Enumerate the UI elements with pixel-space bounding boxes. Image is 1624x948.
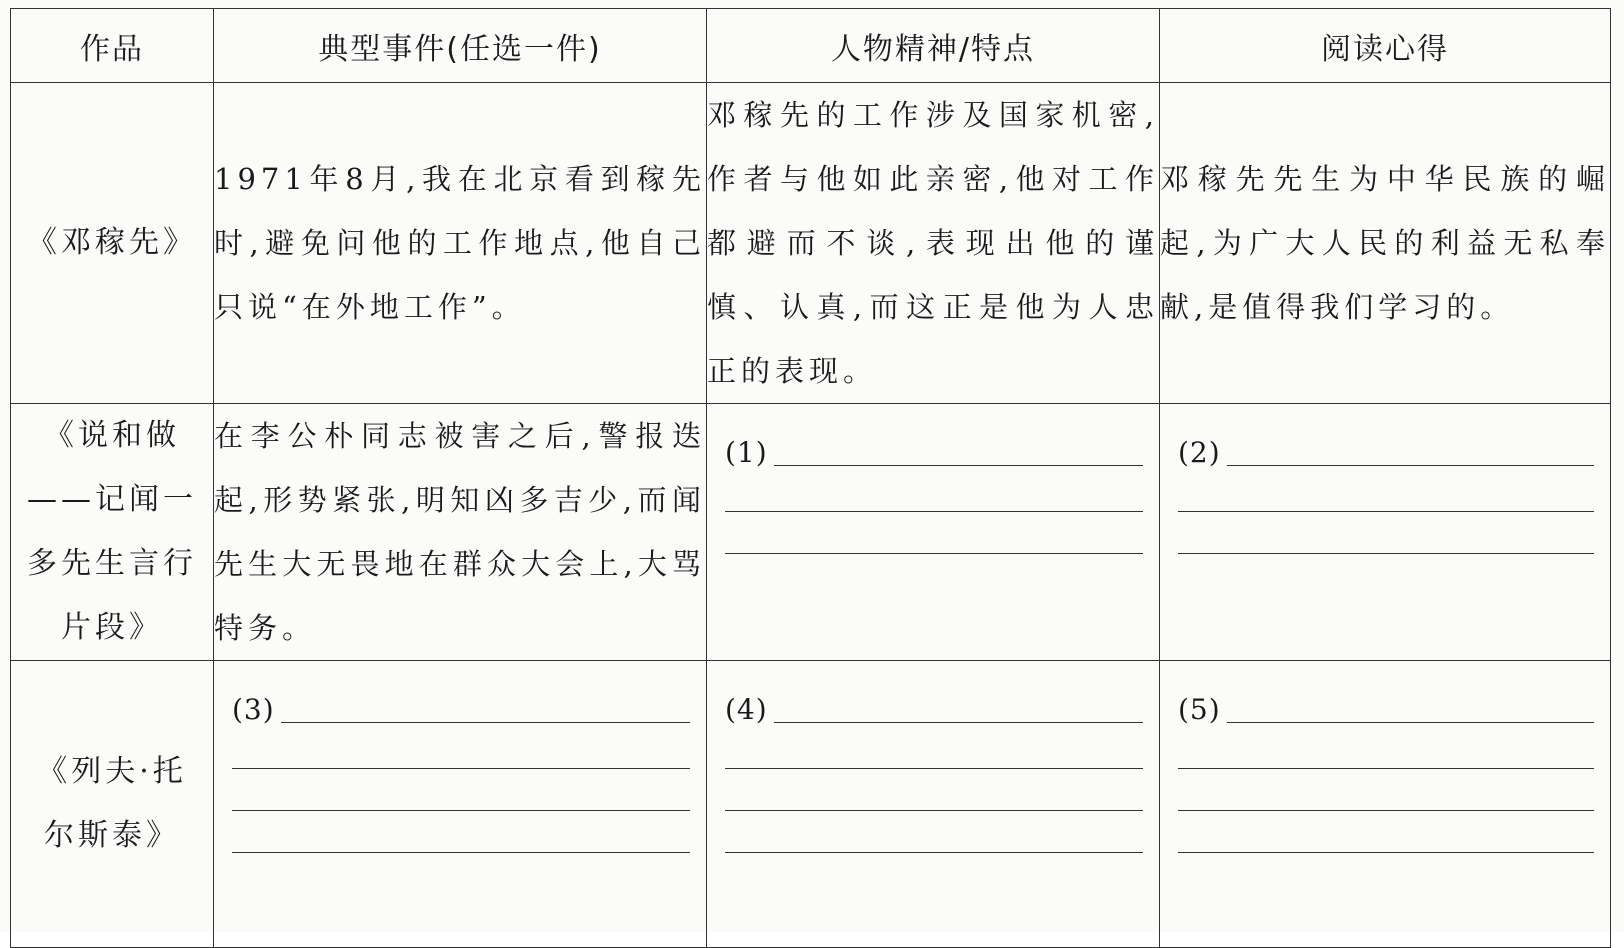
answer-rule (281, 721, 690, 723)
character-spirit: 邓稼先的工作涉及国家机密,作者与他如此亲密,他对工作都避而不谈,表现出他的谨慎、认真,而这正是他为人忠正的表现。 (707, 83, 1160, 404)
table-row (11, 661, 1611, 948)
blank-number: (3) (232, 693, 275, 726)
answer-cell-4[interactable] (707, 661, 1160, 948)
answer-rule (774, 721, 1143, 723)
answer-rule[interactable] (232, 767, 690, 769)
answer-line[interactable] (1178, 685, 1594, 727)
answer-rule[interactable] (725, 552, 1143, 554)
header-insight: 阅读心得 (1160, 9, 1611, 83)
header-work: 作品 (11, 9, 214, 83)
answer-rule[interactable] (725, 510, 1143, 512)
answer-line[interactable] (1178, 428, 1594, 470)
answer-cell-1[interactable] (707, 404, 1160, 661)
answer-rule[interactable] (1178, 552, 1594, 554)
work-title: 《列夫·托尔斯泰》 (11, 661, 214, 948)
table-row (11, 404, 1611, 661)
answer-cell-2[interactable] (1160, 404, 1611, 661)
answer-line[interactable] (725, 685, 1143, 727)
blank-number: (2) (1178, 436, 1221, 469)
typical-event: 1971年8月,我在北京看到稼先时,避免问他的工作地点,他自己只说“在外地工作”。 (214, 83, 707, 404)
answer-line[interactable] (725, 428, 1143, 470)
answer-rule[interactable] (232, 851, 690, 853)
blank-number: (1) (725, 436, 768, 469)
reading-table (10, 8, 1611, 948)
answer-rule[interactable] (725, 851, 1143, 853)
answer-rule[interactable] (725, 809, 1143, 811)
header-event: 典型事件(任选一件) (214, 9, 707, 83)
answer-rule[interactable] (1178, 767, 1594, 769)
answer-rule[interactable] (725, 767, 1143, 769)
answer-rule[interactable] (1178, 510, 1594, 512)
work-title: 《说和做——记闻一多先生言行片段》 (11, 404, 214, 661)
answer-rule (1227, 464, 1594, 466)
answer-rule (774, 464, 1143, 466)
table-header-row (11, 9, 1611, 83)
work-title: 《邓稼先》 (11, 83, 214, 404)
answer-line[interactable] (232, 685, 690, 727)
blank-number: (5) (1178, 693, 1221, 726)
table-row (11, 83, 1611, 404)
answer-rule[interactable] (232, 809, 690, 811)
header-spirit: 人物精神/特点 (707, 9, 1160, 83)
answer-rule (1227, 721, 1594, 723)
answer-cell-3[interactable] (214, 661, 707, 948)
answer-rule[interactable] (1178, 809, 1594, 811)
typical-event: 在李公朴同志被害之后,警报迭起,形势紧张,明知凶多吉少,而闻先生大无畏地在群众大会上,大骂特务。 (214, 404, 707, 661)
answer-cell-5[interactable] (1160, 661, 1611, 948)
blank-number: (4) (725, 693, 768, 726)
reading-insight: 邓稼先先生为中华民族的崛起,为广大人民的利益无私奉献,是值得我们学习的。 (1160, 83, 1611, 404)
answer-rule[interactable] (1178, 851, 1594, 853)
